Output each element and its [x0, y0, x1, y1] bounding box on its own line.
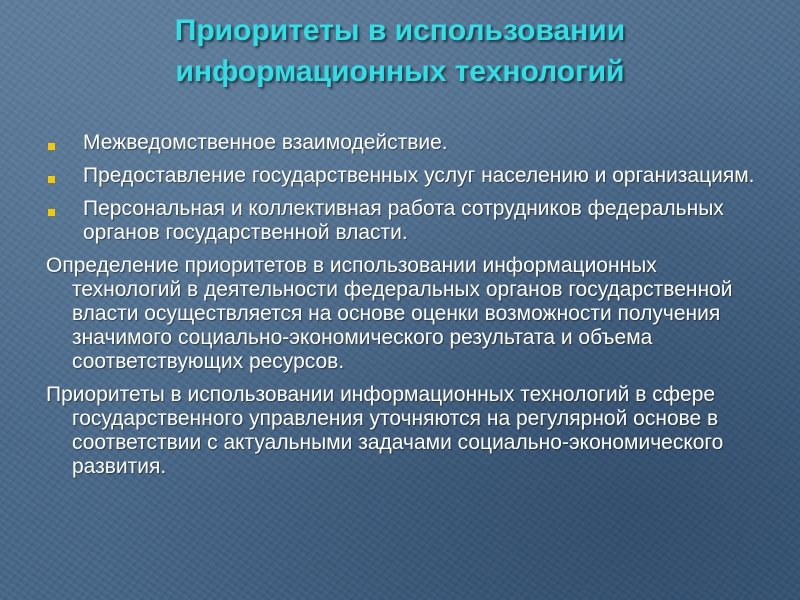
bullet-item [46, 131, 766, 155]
square-bullet-icon [48, 143, 55, 150]
slide-title: Приоритеты в использовании информационных технологий [174, 14, 626, 88]
slide-content [46, 131, 766, 488]
square-bullet-icon [48, 176, 55, 183]
square-bullet-icon [48, 209, 55, 216]
bullet-item [46, 197, 766, 245]
paragraph: Приоритеты в использовании информационных технологий в сфере государственного управления уточняются на регулярной основе в соответствии с актуальными задачами социально-экономического развития. [46, 383, 724, 478]
bullet-text: Персональная и коллективная работа сотрудников федеральных органов государственной власти. [83, 197, 724, 244]
paragraph: Определение приоритетов в использовании информационных технологий в деятельности федеральных органов государственной власти осуществляется на основе оценки возможности получения значимого социально-экономического результата и объема соответствующих ресурсов. [46, 254, 733, 373]
bullet-item [46, 164, 766, 188]
bullet-text: Межведомственное взаимодействие. [83, 131, 448, 154]
bullet-text: Предоставление государственных услуг населению и организациям. [83, 164, 755, 187]
